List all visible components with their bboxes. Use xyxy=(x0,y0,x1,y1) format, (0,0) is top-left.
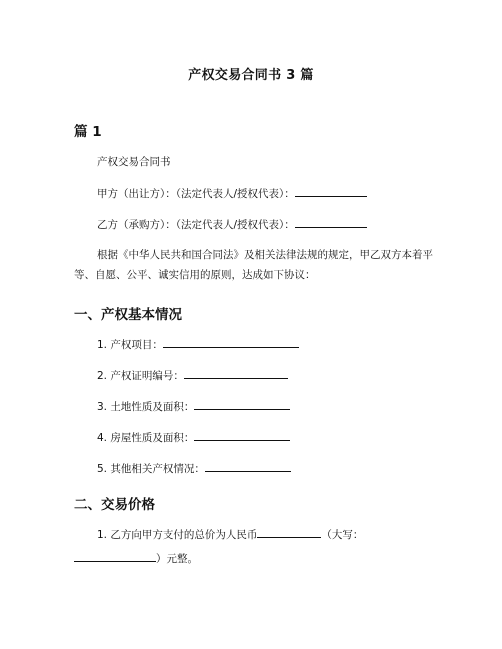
item-3-blank xyxy=(194,398,290,410)
party-b-blank xyxy=(295,216,367,228)
party-a-line xyxy=(97,184,367,204)
document-title: 产权交易合同书 3 篇 xyxy=(188,68,314,83)
party-a-blank xyxy=(295,185,367,197)
section-1-item-4: 4. 房屋性质及面积： xyxy=(97,428,290,448)
item-2-blank xyxy=(184,367,288,379)
part-heading: 篇 1 xyxy=(74,124,102,140)
price-uppercase-blank xyxy=(74,550,156,562)
item-1-blank xyxy=(163,336,299,348)
section-2-item-1-line-1: 1. 乙方向甲方支付的总价为人民币 （大写： xyxy=(97,525,363,545)
party-a-label: 甲方（出让方）：（法定代表人/授权代表）： xyxy=(97,188,295,200)
item-5-blank xyxy=(205,460,291,472)
section-1-item-2: 2. 产权证明编号： xyxy=(97,366,288,386)
contract-name: 产权交易合同书 xyxy=(97,156,171,168)
section-2-heading: 二、交易价格 xyxy=(74,497,155,513)
preamble-paragraph: 根据《中华人民共和国合同法》及相关法律法规的规定，甲乙双方本着平等、自愿、公平、诚实信用的原则，达成如下协议： xyxy=(74,249,433,281)
item-4-blank xyxy=(194,429,290,441)
section-1-item-1: 1. 产权项目： xyxy=(97,335,299,355)
section-2-item-1-line-2: ）元整。 xyxy=(74,549,198,569)
section-1-item-3: 3. 土地性质及面积： xyxy=(97,397,290,417)
section-1-heading: 一、产权基本情况 xyxy=(74,307,182,323)
price-blank xyxy=(257,526,321,538)
party-b-line xyxy=(97,215,367,235)
section-1-item-5: 5. 其他相关产权情况： xyxy=(97,459,291,479)
party-b-label: 乙方（承购方）：（法定代表人/授权代表）： xyxy=(97,219,295,231)
